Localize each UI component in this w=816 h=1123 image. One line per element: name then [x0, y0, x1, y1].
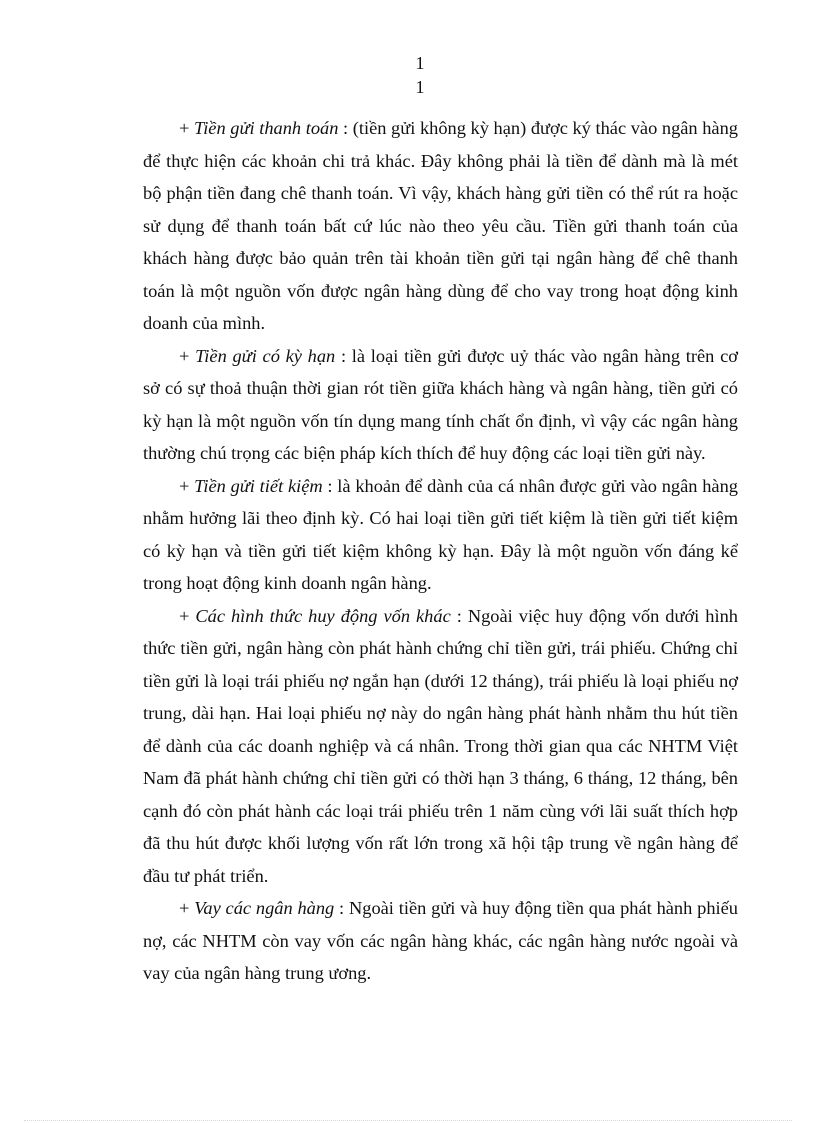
bullet-marker: + — [179, 898, 195, 918]
bullet-marker: + — [179, 345, 196, 366]
paragraph-term-deposits — [143, 340, 738, 470]
page-bottom-divider — [24, 1120, 792, 1121]
term-other-funding: Các hình thức huy động vốn khác — [195, 605, 451, 626]
term-interbank-borrowing: Vay các ngân hàng — [194, 898, 335, 918]
paragraph-interbank-borrowing — [143, 892, 738, 990]
term-term-deposits: Tiền gửi có kỳ hạn — [195, 345, 336, 366]
page-number-repeat: 1 — [415, 77, 425, 97]
bullet-marker: + — [179, 118, 194, 138]
paragraph-savings-deposits — [143, 470, 738, 600]
paragraph-text: : (tiền gửi không kỳ hạn) được ký thác vào ngân hàng để thực hiện các khoản chi trả khác. Đây không phải là tiền để dành mà là mét bộ phận tiền đang chê thanh toán. Vì vậy, khách hàng gửi tiền có thể rút ra hoặc sử dụng để thanh toán bất cứ lúc nào theo yêu cầu. Tiền gửi thanh toán của khách hàng được bảo quản trên tài khoản tiền gửi tại ngân hàng để chê thanh toán là một nguồn vốn được ngân hàng dùng để cho vay trong hoạt động kinh doanh của mình. — [143, 118, 738, 333]
paragraph-text: : là loại tiền gửi được uỷ thác vào ngân hàng trên cơ sở có sự thoả thuận thời gian rót tiền giữa khách hàng và ngân hàng, tiền gửi có kỳ hạn là một nguồn vốn tín dụng mang tính chất ổn định, vì vậy các ngân hàng thường chú trọng các biện pháp kích thích để huy động các loại tiền gửi này. — [143, 345, 738, 463]
paragraph-demand-deposits — [143, 112, 738, 340]
paragraph-other-funding — [143, 600, 738, 893]
paragraph-text: : Ngoài tiền gửi và huy động tiền qua phát hành phiếu nợ, các NHTM còn vay vốn các ngân hàng khác, các ngân hàng nước ngoài và vay của ngân hàng trung ương. — [143, 898, 738, 983]
document-body — [143, 112, 738, 990]
term-demand-deposits: Tiền gửi thanh toán — [193, 118, 339, 138]
paragraph-text: : Ngoài việc huy động vốn dưới hình thức tiền gửi, ngân hàng còn phát hành chứng chỉ tiền gửi, trái phiếu. Chứng chỉ tiền gửi là loại trái phiếu nợ ngắn hạn (dưới 12 tháng), trái phiếu là loại phiếu nợ trung, dài hạn. Hai loại phiếu nợ này do ngân hàng phát hành nhằm thu hút tiền để dành của các doanh nghiệp và cá nhân. Trong thời gian qua các NHTM Việt Nam đã phát hành chứng chỉ tiền gửi có thời hạn 3 tháng, 6 tháng, 12 tháng, bên cạnh đó còn phát hành các loại trái phiếu trên 1 năm cùng với lãi suất thích hợp đã thu hút được khối lượng vốn rất lớn trong xã hội tập trung về ngân hàng để đầu tư phát triển. — [143, 605, 738, 886]
term-savings-deposits: Tiền gửi tiết kiệm — [194, 475, 323, 496]
paragraph-text: : là khoản để dành của cá nhân được gửi vào ngân hàng nhằm hưởng lãi theo định kỳ. Có hai loại tiền gửi tiết kiệm là tiền gửi tiết kiệm có kỳ hạn và tiền gửi tiết kiệm không kỳ hạn. Đây là một nguồn vốn đáng kể trong hoạt động kinh doanh ngân hàng. — [143, 475, 738, 593]
bullet-marker: + — [179, 475, 195, 496]
page-number: 1 — [415, 53, 425, 73]
bullet-marker: + — [179, 605, 196, 626]
